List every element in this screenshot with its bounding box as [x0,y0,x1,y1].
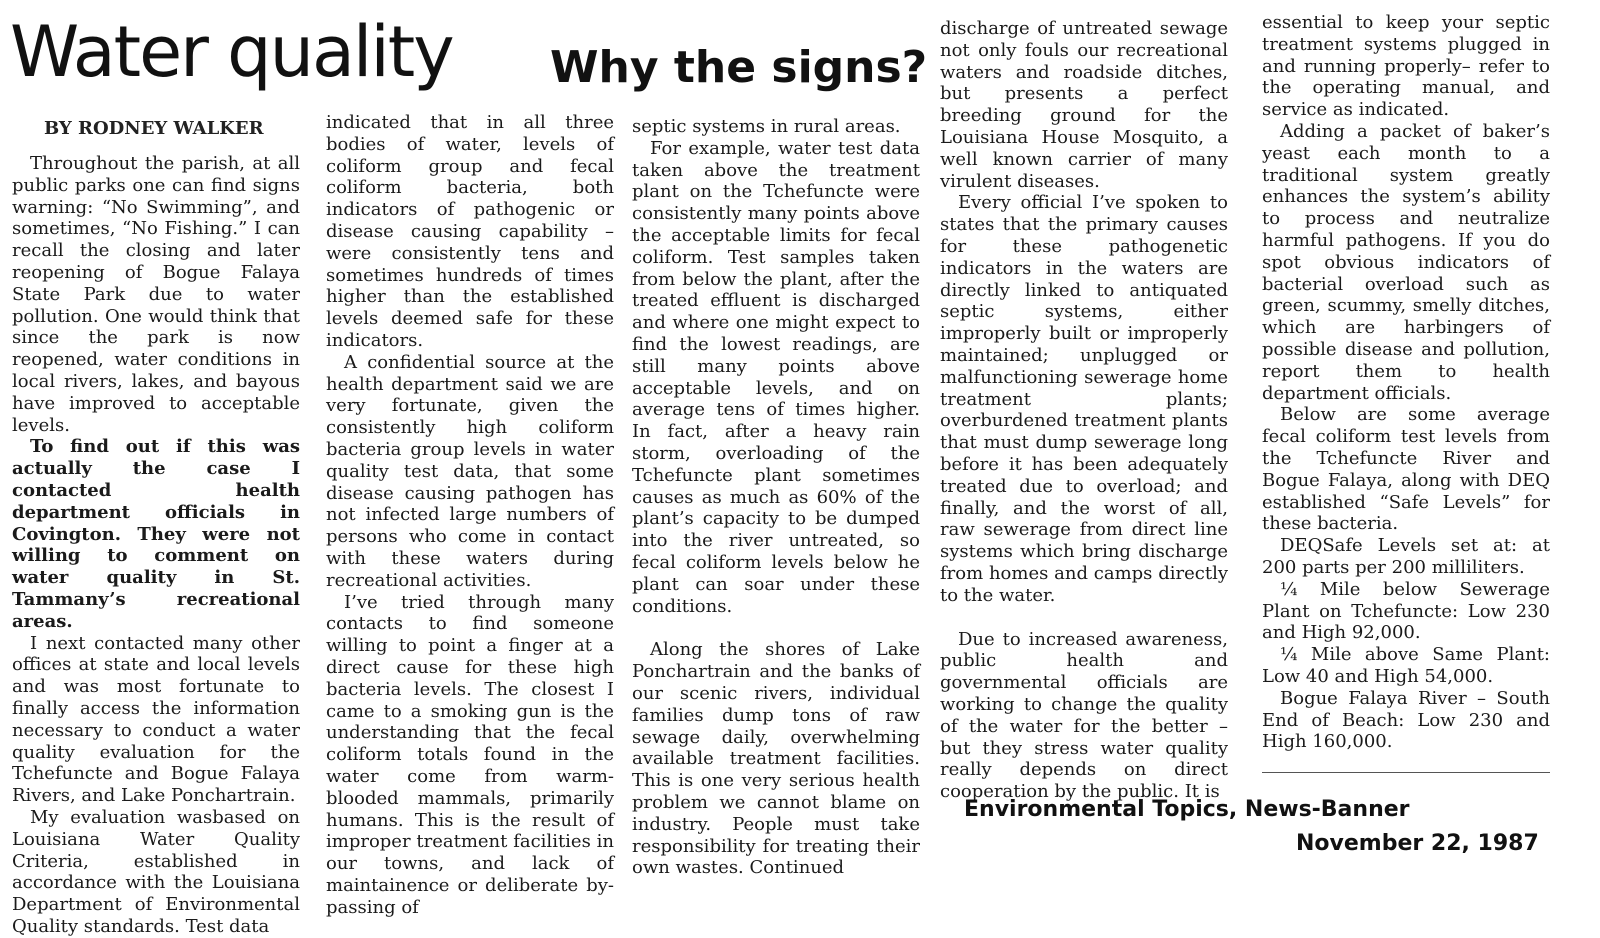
paragraph: Every official I’ve spoken to states that the primary causes for these pathogenetic indicators in the waters are directly linked to antiquated septic systems, either improperly built or improperly maintained; unplugged or malfunctioning sewerage home treatment plants; overburdened treatment plants that must dump sewerage long before it has been adequately treated due to overload; and finally, and the worst of all, raw sewerage from direct line systems which bring discharge from homes and camps directly to the water. [940,192,1228,606]
article-column-1 [12,153,300,938]
paragraph: ¼ Mile above Same Plant: Low 40 and High 54,000. [1262,644,1550,687]
paragraph: discharge of untreated sewage not only fouls our recreational waters and roadside ditches, but presents a perfect breeding ground for the Louisiana House Mosquito, a well known carrier of many virulent diseases. [940,18,1228,192]
paragraph: For example, water test data taken above the treatment plant on the Tchefuncte were consistently many points above the acceptable limits for fecal coliform. Test samples taken from below the plant, after the treated effluent is discharged and where one might expect to find the lowest readings, are still many points above acceptable levels, and on average tens of times higher. In fact, after a heavy rain storm, overloading of the Tchefuncte plant sometimes causes as much as 60% of the plant’s capacity to be dumped into the river untreated, so fecal coliform levels below he plant can soar under these conditions. [632,137,920,617]
source-credit: Environmental Topics, News-Banner [964,797,1410,822]
paragraph: Due to increased awareness, public health and governmental officials are working to change the quality of the water for the better – but they stress water quality really depends on direct cooperation by the public. It is [940,628,1228,803]
headline: Water quality [10,11,453,93]
paragraph: septic systems in rural areas. [632,116,901,137]
paragraph: essential to keep your septic treatment systems plugged in and running properly– refer to the operating manual, and service as indicated. [1262,12,1550,121]
paragraph: A confidential source at the health department said we are very fortunate, given the consistently high coliform bacteria group levels in water quality test data, that some disease causing pathogen has not infected large numbers of persons who come in contact with these waters during recreational activities. [326,351,614,591]
paragraph: Bogue Falaya River – South End of Beach: Low 230 and High 160,000. [1262,687,1550,753]
byline: BY RODNEY WALKER [44,118,264,139]
subhead: Why the signs? [550,42,928,93]
column-end-rule [1262,772,1550,773]
paragraph: I’ve tried through many contacts to find someone willing to point a finger at a direct cause for these high bacteria levels. The closest I came to a smoking gun is the understanding that the fecal coliform totals found in the water come from warm-blooded mammals, primarily humans. This is the result of improper treatment facilities in our towns, and lack of maintainence or deliberate by-passing of [326,591,614,918]
paragraph: ¼ Mile below Sewerage Plant on Tchefuncte: Low 230 and High 92,000. [1262,578,1550,644]
paragraph: Throughout the parish, at all public parks one can find signs warning: “No Swimming”, and sometimes, “No Fishing.” I can recall the closing and later reopening of Bogue Falaya State Park due to water pollution. One would think that since the park is now reopened, water conditions in local rivers, lakes, and bayous have improved to acceptable levels. [12,153,300,436]
paragraph: Below are some average fecal coliform test levels from the Tchefuncte River and Bogue Falaya, along with DEQ established “Safe Levels” for these bacteria. [1262,404,1550,535]
publication-date: November 22, 1987 [1296,831,1539,856]
paragraph: indicated that in all three bodies of water, levels of coliform group and fecal coliform bacteria, both indicators of pathogenic or disease causing capability – were consistently tens and sometimes hundreds of times higher than the established levels deemed safe for these indicators. [326,112,614,351]
paragraph: I next contacted many other offices at state and local levels and was most fortunate to finally access the information necessary to conduct a water quality evaluation for the Tchefuncte and Bogue Falaya Rivers, and Lake Ponchartrain. [12,632,300,807]
article-column-3 [632,116,920,879]
paragraph: Along the shores of Lake Ponchartrain and the banks of our scenic rivers, individual families dump tons of raw sewage daily, overwhelming available treatment facilities. This is one very serious health problem we cannot blame on industry. People must take responsibility for treating their own wastes. Continued [632,639,920,879]
article-column-2 [326,112,614,918]
paragraph: DEQSafe Levels set at: at 200 parts per 200 milliliters. [1262,535,1550,578]
paragraph: Adding a packet of baker’s yeast each month to a traditional system greatly enhances the system’s ability to process and neutralize harmful pathogens. If you do spot obvious indicators of bacterial overload such as green, scummy, smelly ditches, which are harbingers of possible disease and pollution, report them to health department officials. [1262,120,1550,404]
article-column-5 [1262,12,1550,753]
article-column-4 [940,18,1228,803]
paragraph: To find out if this was actually the case I contacted health department officials in Covington. They were not willing to comment on water quality in St. Tammany’s recreational areas. [12,436,300,632]
paragraph: My evaluation wasbased on Louisiana Water Quality Criteria, established in accordance with the Louisiana Department of Environmental Quality standards. Test data [12,806,300,937]
